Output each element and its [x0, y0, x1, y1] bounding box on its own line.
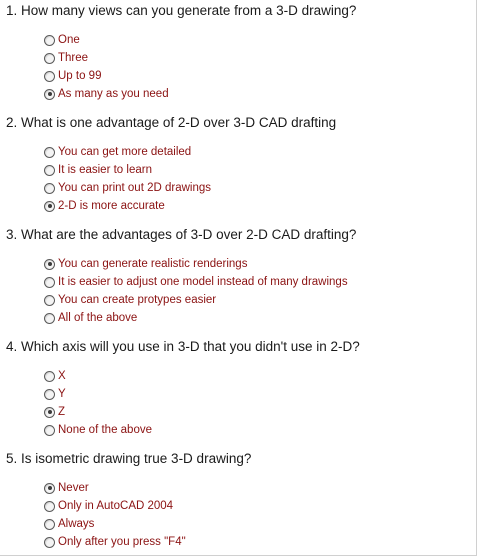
question-3 [6, 226, 471, 327]
answer-option[interactable] [44, 49, 471, 67]
question-text: 1. How many views can you generate from a 3-D drawing? [6, 3, 357, 18]
radio-button[interactable] [44, 537, 55, 548]
question-text: 2. What is one advantage of 2-D over 3-D CAD drafting [6, 115, 337, 130]
radio-button[interactable] [44, 71, 55, 82]
question-1 [6, 2, 471, 103]
option-label[interactable]: Z [58, 406, 66, 418]
radio-button[interactable] [44, 201, 55, 212]
answer-option[interactable] [44, 197, 471, 215]
answer-option[interactable] [44, 255, 471, 273]
radio-button[interactable] [44, 425, 55, 436]
answer-option[interactable] [44, 31, 471, 49]
radio-button[interactable] [44, 53, 55, 64]
question-text: 4. Which axis will you use in 3-D that you didn't use in 2-D? [6, 339, 360, 354]
radio-button[interactable] [44, 389, 55, 400]
options-group [6, 143, 471, 215]
options-group [6, 31, 471, 103]
option-label[interactable]: You can create protypes easier [58, 294, 217, 306]
radio-button[interactable] [44, 89, 55, 100]
answer-option[interactable] [44, 367, 471, 385]
question-4 [6, 338, 471, 439]
answer-option[interactable] [44, 479, 471, 497]
question-text: 5. Is isometric drawing true 3-D drawing? [6, 451, 252, 466]
answer-option[interactable] [44, 273, 471, 291]
option-label[interactable]: You can print out 2D drawings [58, 182, 212, 194]
option-label[interactable]: It is easier to adjust one model instead of many drawings [58, 276, 348, 288]
radio-button[interactable] [44, 483, 55, 494]
answer-option[interactable] [44, 403, 471, 421]
answer-option[interactable] [44, 143, 471, 161]
option-label[interactable]: Only after you press "F4" [58, 536, 186, 548]
question-text: 3. What are the advantages of 3-D over 2-D CAD drafting? [6, 227, 357, 242]
option-label[interactable]: You can get more detailed [58, 146, 192, 158]
radio-button[interactable] [44, 501, 55, 512]
option-label[interactable]: Three [58, 52, 89, 64]
options-group [6, 255, 471, 327]
question-2 [6, 114, 471, 215]
option-label[interactable]: One [58, 34, 80, 46]
radio-button[interactable] [44, 35, 55, 46]
radio-button[interactable] [44, 519, 55, 530]
options-group [6, 367, 471, 439]
answer-option[interactable] [44, 291, 471, 309]
option-label[interactable]: Y [58, 388, 66, 400]
answer-option[interactable] [44, 421, 471, 439]
option-label[interactable]: Only in AutoCAD 2004 [58, 500, 174, 512]
radio-button[interactable] [44, 147, 55, 158]
radio-button[interactable] [44, 295, 55, 306]
answer-option[interactable] [44, 179, 471, 197]
option-label[interactable]: All of the above [58, 312, 138, 324]
answer-option[interactable] [44, 161, 471, 179]
answer-option[interactable] [44, 515, 471, 533]
option-label[interactable]: 2-D is more accurate [58, 200, 165, 212]
option-label[interactable]: You can generate realistic renderings [58, 258, 248, 270]
answer-option[interactable] [44, 533, 471, 551]
question-5 [6, 450, 471, 551]
option-label[interactable]: None of the above [58, 424, 152, 436]
answer-option[interactable] [44, 85, 471, 103]
radio-button[interactable] [44, 165, 55, 176]
options-group [6, 479, 471, 551]
radio-button[interactable] [44, 371, 55, 382]
option-label[interactable]: X [58, 370, 66, 382]
answer-option[interactable] [44, 309, 471, 327]
answer-option[interactable] [44, 67, 471, 85]
answer-option[interactable] [44, 385, 471, 403]
option-label[interactable]: It is easier to learn [58, 164, 152, 176]
option-label[interactable]: Always [58, 518, 95, 530]
radio-button[interactable] [44, 183, 55, 194]
option-label[interactable]: As many as you need [58, 88, 169, 100]
radio-button[interactable] [44, 259, 55, 270]
option-label[interactable]: Up to 99 [58, 70, 102, 82]
answer-option[interactable] [44, 497, 471, 515]
option-label[interactable]: Never [58, 482, 89, 494]
radio-button[interactable] [44, 277, 55, 288]
radio-button[interactable] [44, 407, 55, 418]
radio-button[interactable] [44, 313, 55, 324]
